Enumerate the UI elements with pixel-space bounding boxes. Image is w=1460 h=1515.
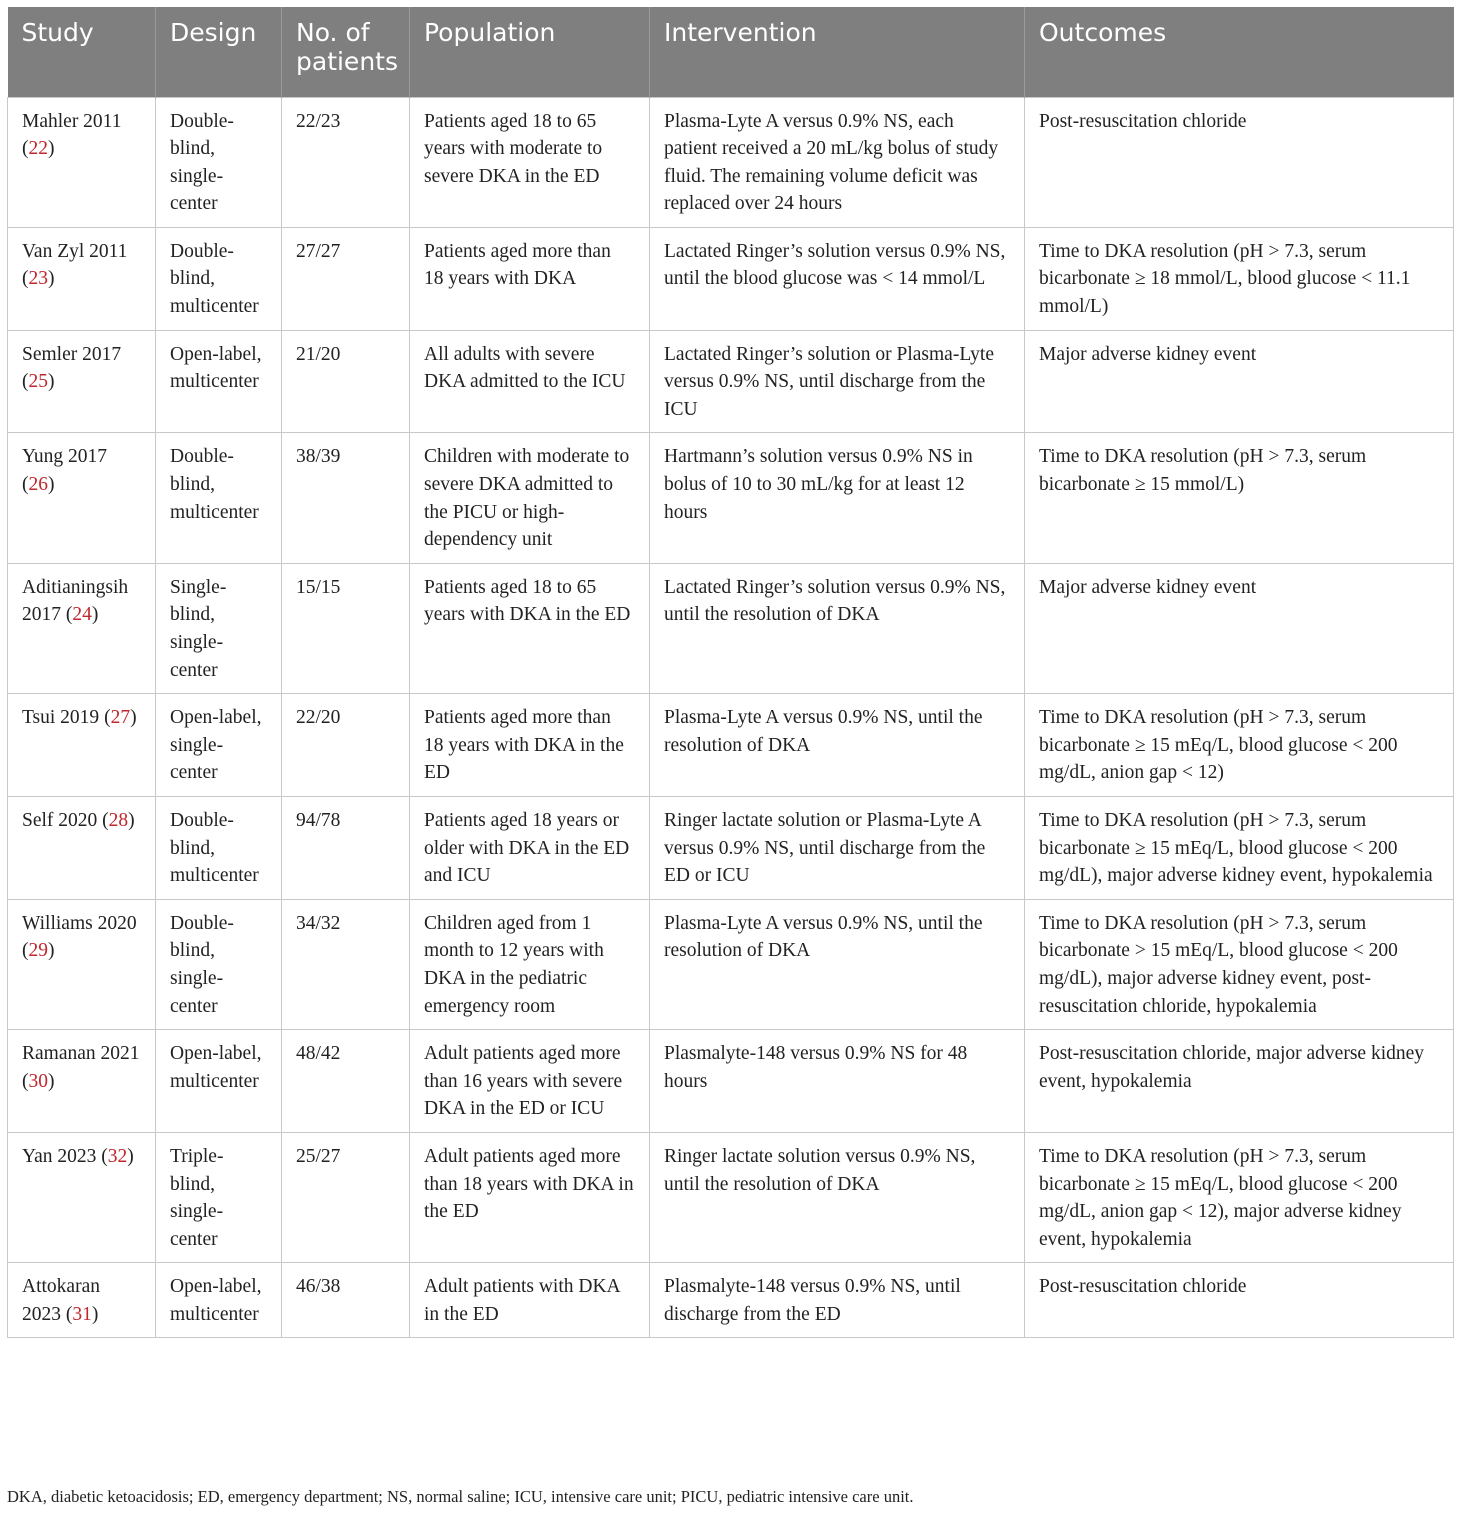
cell-design: Double-blind, multicenter [156, 796, 282, 899]
study-characteristics-table [7, 7, 1454, 1338]
table-row [8, 227, 1454, 330]
table-row [8, 1030, 1454, 1133]
cell-outcomes: Time to DKA resolution (pH > 7.3, serum bicarbonate ≥ 18 mmol/L, blood glucose < 11.1 mmol/L) [1025, 227, 1454, 330]
cell-population: Adult patients aged more than 16 years with severe DKA in the ED or ICU [410, 1030, 650, 1133]
cell-population: Patients aged more than 18 years with DKA [410, 227, 650, 330]
cell-patients: 15/15 [282, 563, 410, 693]
table-header-row [8, 7, 1454, 97]
cell-population: Children with moderate to severe DKA admitted to the PICU or high-dependency unit [410, 433, 650, 563]
cell-population: All adults with severe DKA admitted to the ICU [410, 330, 650, 433]
reference-link[interactable]: 30 [28, 1070, 48, 1092]
cell-design: Open-label, single-center [156, 694, 282, 797]
cell-population: Patients aged 18 to 65 years with DKA in the ED [410, 563, 650, 693]
cell-patients: 34/32 [282, 899, 410, 1029]
cell-study: Semler 2017 (25) [8, 330, 156, 433]
cell-design: Double-blind, multicenter [156, 433, 282, 563]
cell-intervention: Plasma-Lyte A versus 0.9% NS, until the resolution of DKA [650, 694, 1025, 797]
table-row [8, 563, 1454, 693]
cell-study: Attokaran 2023 (31) [8, 1263, 156, 1338]
cell-design: Double-blind, multicenter [156, 227, 282, 330]
cell-design: Open-label, multicenter [156, 1263, 282, 1338]
cell-study: Van Zyl 2011 (23) [8, 227, 156, 330]
header-design: Design [156, 7, 282, 97]
table-row [8, 1263, 1454, 1338]
cell-outcomes: Time to DKA resolution (pH > 7.3, serum bicarbonate ≥ 15 mEq/L, blood glucose < 200 mg/dL, anion gap < 12), major adverse kidney event, hypokalemia [1025, 1132, 1454, 1262]
cell-outcomes: Post-resuscitation chloride [1025, 1263, 1454, 1338]
cell-study: Tsui 2019 (27) [8, 694, 156, 797]
cell-patients: 46/38 [282, 1263, 410, 1338]
cell-design: Triple-blind, single-center [156, 1132, 282, 1262]
study-name: Yan 2023 [22, 1145, 97, 1167]
cell-patients: 48/42 [282, 1030, 410, 1133]
cell-outcomes: Time to DKA resolution (pH > 7.3, serum bicarbonate ≥ 15 mmol/L) [1025, 433, 1454, 563]
cell-outcomes: Time to DKA resolution (pH > 7.3, serum bicarbonate ≥ 15 mEq/L, blood glucose < 200 mg/dL), major adverse kidney event, hypokalemia [1025, 796, 1454, 899]
study-name: Williams 2020 [22, 912, 137, 934]
cell-patients: 94/78 [282, 796, 410, 899]
study-name: Yung 2017 [22, 446, 108, 468]
reference-link[interactable]: 29 [28, 940, 48, 962]
reference-link[interactable]: 26 [28, 474, 48, 496]
cell-design: Open-label, multicenter [156, 330, 282, 433]
cell-population: Patients aged 18 years or older with DKA in the ED and ICU [410, 796, 650, 899]
cell-population: Children aged from 1 month to 12 years with DKA in the pediatric emergency room [410, 899, 650, 1029]
cell-design: Double-blind, single-center [156, 899, 282, 1029]
cell-patients: 25/27 [282, 1132, 410, 1262]
cell-outcomes: Time to DKA resolution (pH > 7.3, serum bicarbonate ≥ 15 mEq/L, blood glucose < 200 mg/dL, anion gap < 12) [1025, 694, 1454, 797]
reference-link[interactable]: 23 [28, 268, 48, 290]
study-name: Ramanan 2021 [22, 1043, 140, 1065]
cell-intervention: Ringer lactate solution versus 0.9% NS, until the resolution of DKA [650, 1132, 1025, 1262]
cell-patients: 27/27 [282, 227, 410, 330]
table-footnote: DKA, diabetic ketoacidosis; ED, emergency department; NS, normal saline; ICU, intensive care unit; PICU, pediatric intensive care unit. [7, 1487, 914, 1506]
cell-population: Adult patients aged more than 18 years with DKA in the ED [410, 1132, 650, 1262]
study-name: Mahler 2011 [22, 110, 122, 132]
reference-link[interactable]: 27 [110, 707, 131, 729]
table-row [8, 433, 1454, 563]
study-name: Aditianingsih 2017 [22, 576, 129, 626]
cell-study: Mahler 2011 (22) [8, 97, 156, 227]
study-table-container [7, 7, 1453, 1338]
header-study: Study [8, 7, 156, 97]
cell-intervention: Plasma-Lyte A versus 0.9% NS, until the resolution of DKA [650, 899, 1025, 1029]
cell-study: Self 2020 (28) [8, 796, 156, 899]
cell-population: Patients aged more than 18 years with DKA in the ED [410, 694, 650, 797]
cell-outcomes: Time to DKA resolution (pH > 7.3, serum bicarbonate > 15 mEq/L, blood glucose < 200 mg/dL), major adverse kidney event, post-resuscitation chloride, hypokalemia [1025, 899, 1454, 1029]
cell-patients: 22/23 [282, 97, 410, 227]
table-row [8, 899, 1454, 1029]
cell-design: Single-blind, single-center [156, 563, 282, 693]
cell-intervention: Lactated Ringer’s solution versus 0.9% NS, until the blood glucose was < 14 mmol/L [650, 227, 1025, 330]
cell-intervention: Lactated Ringer’s solution or Plasma-Lyte versus 0.9% NS, until discharge from the ICU [650, 330, 1025, 433]
cell-intervention: Hartmann’s solution versus 0.9% NS in bolus of 10 to 30 mL/kg for at least 12 hours [650, 433, 1025, 563]
header-patients: No. of patients [282, 7, 410, 97]
cell-intervention: Plasmalyte-148 versus 0.9% NS for 48 hours [650, 1030, 1025, 1133]
reference-link[interactable]: 25 [28, 371, 48, 393]
cell-study: Ramanan 2021 (30) [8, 1030, 156, 1133]
table-row [8, 1132, 1454, 1262]
table-row [8, 796, 1454, 899]
cell-intervention: Lactated Ringer’s solution versus 0.9% NS, until the resolution of DKA [650, 563, 1025, 693]
cell-population: Adult patients with DKA in the ED [410, 1263, 650, 1338]
cell-intervention: Plasma-Lyte A versus 0.9% NS, each patient received a 20 mL/kg bolus of study fluid. The remaining volume deficit was replaced over 24 hours [650, 97, 1025, 227]
cell-outcomes: Post-resuscitation chloride, major adverse kidney event, hypokalemia [1025, 1030, 1454, 1133]
cell-study: Williams 2020 (29) [8, 899, 156, 1029]
cell-population: Patients aged 18 to 65 years with moderate to severe DKA in the ED [410, 97, 650, 227]
cell-intervention: Ringer lactate solution or Plasma-Lyte A versus 0.9% NS, until discharge from the ED or ICU [650, 796, 1025, 899]
cell-outcomes: Post-resuscitation chloride [1025, 97, 1454, 227]
study-name: Van Zyl 2011 [22, 240, 128, 262]
cell-study: Yan 2023 (32) [8, 1132, 156, 1262]
cell-outcomes: Major adverse kidney event [1025, 330, 1454, 433]
reference-link[interactable]: 32 [107, 1145, 128, 1167]
study-name: Attokaran 2023 [22, 1276, 100, 1325]
header-intervention: Intervention [650, 7, 1025, 97]
reference-link[interactable]: 31 [72, 1303, 92, 1325]
cell-design: Double-blind, single-center [156, 97, 282, 227]
header-outcomes: Outcomes [1025, 7, 1454, 97]
table-row [8, 694, 1454, 797]
cell-patients: 21/20 [282, 330, 410, 433]
table-row [8, 330, 1454, 433]
cell-intervention: Plasmalyte-148 versus 0.9% NS, until discharge from the ED [650, 1263, 1025, 1338]
reference-link[interactable]: 24 [72, 604, 92, 626]
cell-outcomes: Major adverse kidney event [1025, 563, 1454, 693]
study-name: Tsui 2019 [22, 707, 100, 729]
cell-patients: 38/39 [282, 433, 410, 563]
reference-link[interactable]: 28 [108, 809, 129, 831]
cell-patients: 22/20 [282, 694, 410, 797]
cell-design: Open-label, multicenter [156, 1030, 282, 1133]
cell-study: Aditianingsih 2017 (24) [8, 563, 156, 693]
study-name: Self 2020 [22, 809, 98, 831]
reference-link[interactable]: 22 [28, 138, 48, 160]
cell-study: Yung 2017 (26) [8, 433, 156, 563]
study-name: Semler 2017 [22, 343, 122, 365]
header-population: Population [410, 7, 650, 97]
table-row [8, 97, 1454, 227]
